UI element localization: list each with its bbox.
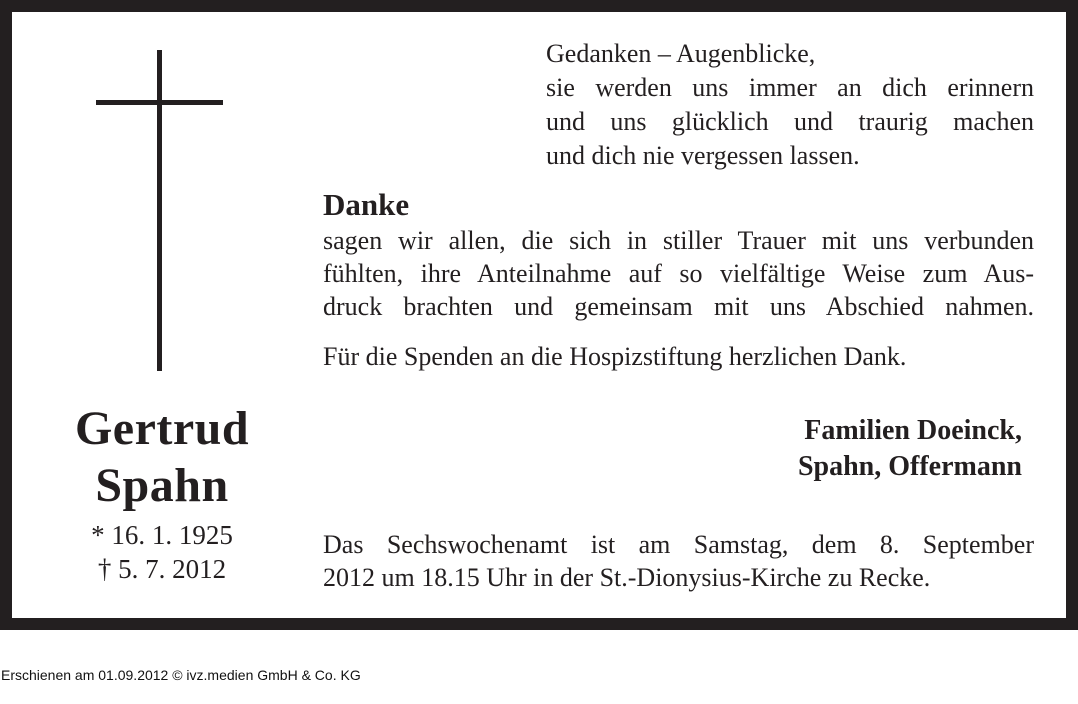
deceased-first-name: Gertrud xyxy=(74,402,250,455)
poem-line: und dich nie vergessen lassen. xyxy=(546,141,860,170)
publication-footer: Erschienen am 01.09.2012 © ivz.medien GmbH & Co. KG xyxy=(1,667,361,683)
thanks-heading: Danke xyxy=(323,187,410,222)
family-signature-line: Spahn, Offermann xyxy=(797,451,1022,482)
thanks-line: sagen wir allen, die sich in stiller Trauer mit uns verbunden xyxy=(323,226,1034,255)
family-signature-line: Familien Doeinck, xyxy=(804,415,1022,446)
donation-line: Für die Spenden an die Hospizstiftung herzlichen Dank. xyxy=(323,342,907,371)
memorial-mass-line: 2012 um 18.15 Uhr in der St.-Dionysius-Kirche zu Recke. xyxy=(323,563,931,592)
cross-horizontal-bar xyxy=(96,100,223,105)
birth-date: * 16. 1. 1925 xyxy=(91,520,233,550)
thanks-line: fühlten, ihre Anteilnahme auf so vielfältige Weise zum Aus- xyxy=(323,259,1034,288)
poem-line: und uns glücklich und traurig machen xyxy=(546,107,1034,136)
memorial-mass-line: Das Sechswochenamt ist am Samstag, dem 8. September xyxy=(323,530,1034,559)
cross-vertical-bar xyxy=(157,50,162,371)
poem-line: Gedanken – Augenblicke, xyxy=(546,39,816,68)
poem-line: sie werden uns immer an dich erinnern xyxy=(546,73,1034,102)
notice-panel xyxy=(12,12,1066,618)
death-date: † 5. 7. 2012 xyxy=(97,554,227,584)
thanks-line: druck brachten und gemeinsam mit uns Abschied nahmen. xyxy=(323,292,1034,321)
deceased-last-name: Spahn xyxy=(95,459,229,512)
